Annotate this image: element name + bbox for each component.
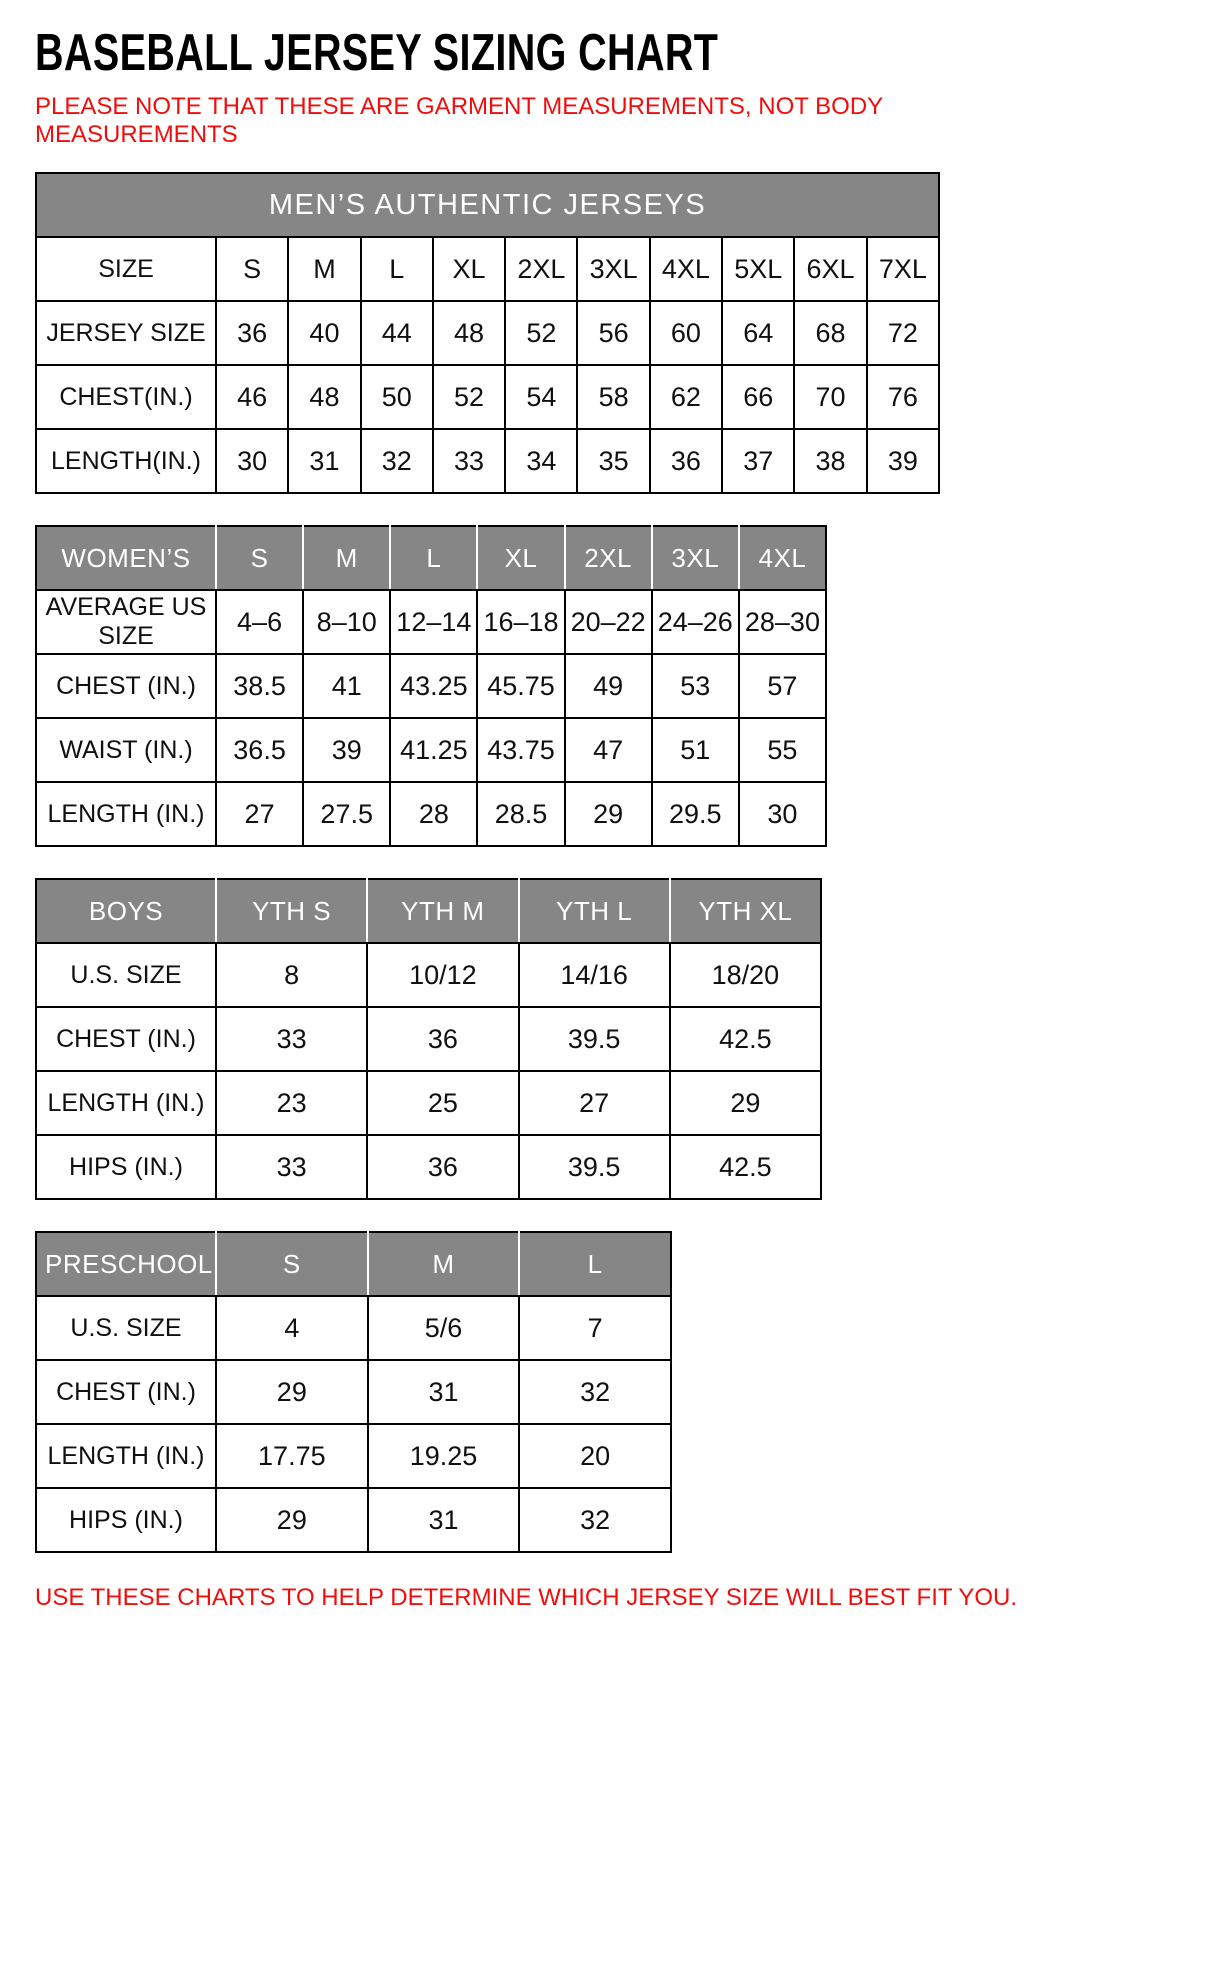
table-row bbox=[36, 429, 939, 493]
value-cell: 31 bbox=[368, 1488, 520, 1552]
value-cell: 46 bbox=[216, 365, 288, 429]
value-cell: 34 bbox=[505, 429, 577, 493]
value-cell: 70 bbox=[794, 365, 866, 429]
value-cell: 32 bbox=[519, 1488, 671, 1552]
page-title: BASEBALL JERSEY SIZING CHART bbox=[35, 24, 719, 82]
table-boys bbox=[35, 878, 822, 1200]
row-label: U.S. SIZE bbox=[36, 943, 216, 1007]
value-cell: 7 bbox=[519, 1296, 671, 1360]
row-label: LENGTH (IN.) bbox=[36, 1071, 216, 1135]
size-tables bbox=[35, 172, 1200, 1553]
value-cell: 2XL bbox=[505, 237, 577, 301]
value-cell: 28.5 bbox=[477, 782, 564, 846]
row-label: SIZE bbox=[36, 237, 216, 301]
value-cell: 4–6 bbox=[216, 590, 303, 654]
value-cell: XL bbox=[433, 237, 505, 301]
size-header-cell: M bbox=[303, 526, 390, 590]
row-label: WAIST (IN.) bbox=[36, 718, 216, 782]
value-cell: 33 bbox=[216, 1007, 367, 1071]
value-cell: 39 bbox=[867, 429, 939, 493]
value-cell: 40 bbox=[288, 301, 360, 365]
value-cell: 10/12 bbox=[367, 943, 518, 1007]
value-cell: 30 bbox=[216, 429, 288, 493]
value-cell: 39.5 bbox=[519, 1007, 670, 1071]
table-row bbox=[36, 782, 826, 846]
value-cell: 39.5 bbox=[519, 1135, 670, 1199]
value-cell: 32 bbox=[519, 1360, 671, 1424]
row-label: HIPS (IN.) bbox=[36, 1135, 216, 1199]
row-label: LENGTH(IN.) bbox=[36, 429, 216, 493]
row-label: JERSEY SIZE bbox=[36, 301, 216, 365]
value-cell: 42.5 bbox=[670, 1135, 821, 1199]
header-row bbox=[36, 879, 821, 943]
value-cell: 36 bbox=[650, 429, 722, 493]
value-cell: 6XL bbox=[794, 237, 866, 301]
value-cell: 12–14 bbox=[390, 590, 477, 654]
value-cell: 45.75 bbox=[477, 654, 564, 718]
value-cell: 39 bbox=[303, 718, 390, 782]
value-cell: 48 bbox=[288, 365, 360, 429]
size-header-cell: L bbox=[390, 526, 477, 590]
value-cell: L bbox=[361, 237, 433, 301]
value-cell: 33 bbox=[433, 429, 505, 493]
value-cell: 38.5 bbox=[216, 654, 303, 718]
value-cell: 52 bbox=[505, 301, 577, 365]
size-header-cell: L bbox=[519, 1232, 671, 1296]
row-label: PRESCHOOL bbox=[36, 1232, 216, 1296]
row-label: CHEST (IN.) bbox=[36, 1360, 216, 1424]
value-cell: 35 bbox=[577, 429, 649, 493]
table-row bbox=[36, 654, 826, 718]
value-cell: 18/20 bbox=[670, 943, 821, 1007]
size-header-cell: S bbox=[216, 526, 303, 590]
value-cell: 41 bbox=[303, 654, 390, 718]
table-row bbox=[36, 1296, 671, 1360]
table-row bbox=[36, 1360, 671, 1424]
size-header-cell: XL bbox=[477, 526, 564, 590]
value-cell: 19.25 bbox=[368, 1424, 520, 1488]
value-cell: 58 bbox=[577, 365, 649, 429]
value-cell: 4 bbox=[216, 1296, 368, 1360]
value-cell: 30 bbox=[739, 782, 826, 846]
size-header-cell: S bbox=[216, 1232, 368, 1296]
banner-row bbox=[36, 173, 939, 237]
value-cell: 44 bbox=[361, 301, 433, 365]
table-row bbox=[36, 943, 821, 1007]
value-cell: 60 bbox=[650, 301, 722, 365]
value-cell: 7XL bbox=[867, 237, 939, 301]
value-cell: 29.5 bbox=[652, 782, 739, 846]
value-cell: 24–26 bbox=[652, 590, 739, 654]
value-cell: 51 bbox=[652, 718, 739, 782]
value-cell: 62 bbox=[650, 365, 722, 429]
value-cell: 20–22 bbox=[565, 590, 652, 654]
value-cell: 64 bbox=[722, 301, 794, 365]
row-label: U.S. SIZE bbox=[36, 1296, 216, 1360]
size-header-cell: 4XL bbox=[739, 526, 826, 590]
value-cell: 27.5 bbox=[303, 782, 390, 846]
row-label: WOMEN’S bbox=[36, 526, 216, 590]
value-cell: 36 bbox=[367, 1135, 518, 1199]
table-row bbox=[36, 718, 826, 782]
header-row bbox=[36, 1232, 671, 1296]
row-label: LENGTH (IN.) bbox=[36, 782, 216, 846]
value-cell: 76 bbox=[867, 365, 939, 429]
row-label: LENGTH (IN.) bbox=[36, 1424, 216, 1488]
value-cell: 56 bbox=[577, 301, 649, 365]
value-cell: 37 bbox=[722, 429, 794, 493]
value-cell: 48 bbox=[433, 301, 505, 365]
value-cell: 23 bbox=[216, 1071, 367, 1135]
table-row bbox=[36, 1135, 821, 1199]
table-row bbox=[36, 1071, 821, 1135]
value-cell: 14/16 bbox=[519, 943, 670, 1007]
value-cell: S bbox=[216, 237, 288, 301]
table-row bbox=[36, 301, 939, 365]
value-cell: 53 bbox=[652, 654, 739, 718]
table-row bbox=[36, 1007, 821, 1071]
value-cell: 8–10 bbox=[303, 590, 390, 654]
table-row bbox=[36, 1424, 671, 1488]
value-cell: 54 bbox=[505, 365, 577, 429]
row-label: CHEST (IN.) bbox=[36, 1007, 216, 1071]
value-cell: 29 bbox=[670, 1071, 821, 1135]
table-womens bbox=[35, 525, 827, 847]
value-cell: 28 bbox=[390, 782, 477, 846]
table-row bbox=[36, 365, 939, 429]
value-cell: 43.25 bbox=[390, 654, 477, 718]
row-label: AVERAGE US SIZE bbox=[36, 590, 216, 654]
value-cell: 41.25 bbox=[390, 718, 477, 782]
row-label: HIPS (IN.) bbox=[36, 1488, 216, 1552]
value-cell: 20 bbox=[519, 1424, 671, 1488]
value-cell: 36 bbox=[367, 1007, 518, 1071]
value-cell: 52 bbox=[433, 365, 505, 429]
value-cell: 57 bbox=[739, 654, 826, 718]
value-cell: 27 bbox=[519, 1071, 670, 1135]
size-header-cell: M bbox=[368, 1232, 520, 1296]
value-cell: 50 bbox=[361, 365, 433, 429]
size-header-cell: YTH L bbox=[519, 879, 670, 943]
value-cell: 5/6 bbox=[368, 1296, 520, 1360]
value-cell: 4XL bbox=[650, 237, 722, 301]
value-cell: 27 bbox=[216, 782, 303, 846]
value-cell: 68 bbox=[794, 301, 866, 365]
value-cell: 29 bbox=[565, 782, 652, 846]
value-cell: 16–18 bbox=[477, 590, 564, 654]
size-header-cell: 3XL bbox=[652, 526, 739, 590]
value-cell: 42.5 bbox=[670, 1007, 821, 1071]
size-header-cell: YTH M bbox=[367, 879, 518, 943]
row-label: CHEST (IN.) bbox=[36, 654, 216, 718]
value-cell: 29 bbox=[216, 1488, 368, 1552]
value-cell: 47 bbox=[565, 718, 652, 782]
value-cell: 43.75 bbox=[477, 718, 564, 782]
value-cell: 66 bbox=[722, 365, 794, 429]
footer-note: USE THESE CHARTS TO HELP DETERMINE WHICH JERSEY SIZE WILL BEST FIT YOU. bbox=[35, 1584, 1018, 1612]
table-mens bbox=[35, 172, 940, 494]
value-cell: 5XL bbox=[722, 237, 794, 301]
value-cell: 55 bbox=[739, 718, 826, 782]
value-cell: 29 bbox=[216, 1360, 368, 1424]
size-header-cell: 2XL bbox=[565, 526, 652, 590]
value-cell: 33 bbox=[216, 1135, 367, 1199]
row-label: BOYS bbox=[36, 879, 216, 943]
size-header-cell: YTH XL bbox=[670, 879, 821, 943]
value-cell: 36.5 bbox=[216, 718, 303, 782]
header-row bbox=[36, 526, 826, 590]
value-cell: M bbox=[288, 237, 360, 301]
value-cell: 31 bbox=[288, 429, 360, 493]
value-cell: 31 bbox=[368, 1360, 520, 1424]
value-cell: 38 bbox=[794, 429, 866, 493]
value-cell: 36 bbox=[216, 301, 288, 365]
row-label: CHEST(IN.) bbox=[36, 365, 216, 429]
value-cell: 25 bbox=[367, 1071, 518, 1135]
table-row bbox=[36, 1488, 671, 1552]
value-cell: 49 bbox=[565, 654, 652, 718]
table-preschool bbox=[35, 1231, 672, 1553]
table-row bbox=[36, 590, 826, 654]
table-row bbox=[36, 237, 939, 301]
value-cell: 72 bbox=[867, 301, 939, 365]
value-cell: 8 bbox=[216, 943, 367, 1007]
measurement-note: PLEASE NOTE THAT THESE ARE GARMENT MEASUREMENTS, NOT BODY MEASUREMENTS bbox=[35, 92, 883, 149]
value-cell: 32 bbox=[361, 429, 433, 493]
value-cell: 17.75 bbox=[216, 1424, 368, 1488]
value-cell: 3XL bbox=[577, 237, 649, 301]
table-banner: MEN’S AUTHENTIC JERSEYS bbox=[36, 173, 939, 237]
value-cell: 28–30 bbox=[739, 590, 826, 654]
size-header-cell: YTH S bbox=[216, 879, 367, 943]
